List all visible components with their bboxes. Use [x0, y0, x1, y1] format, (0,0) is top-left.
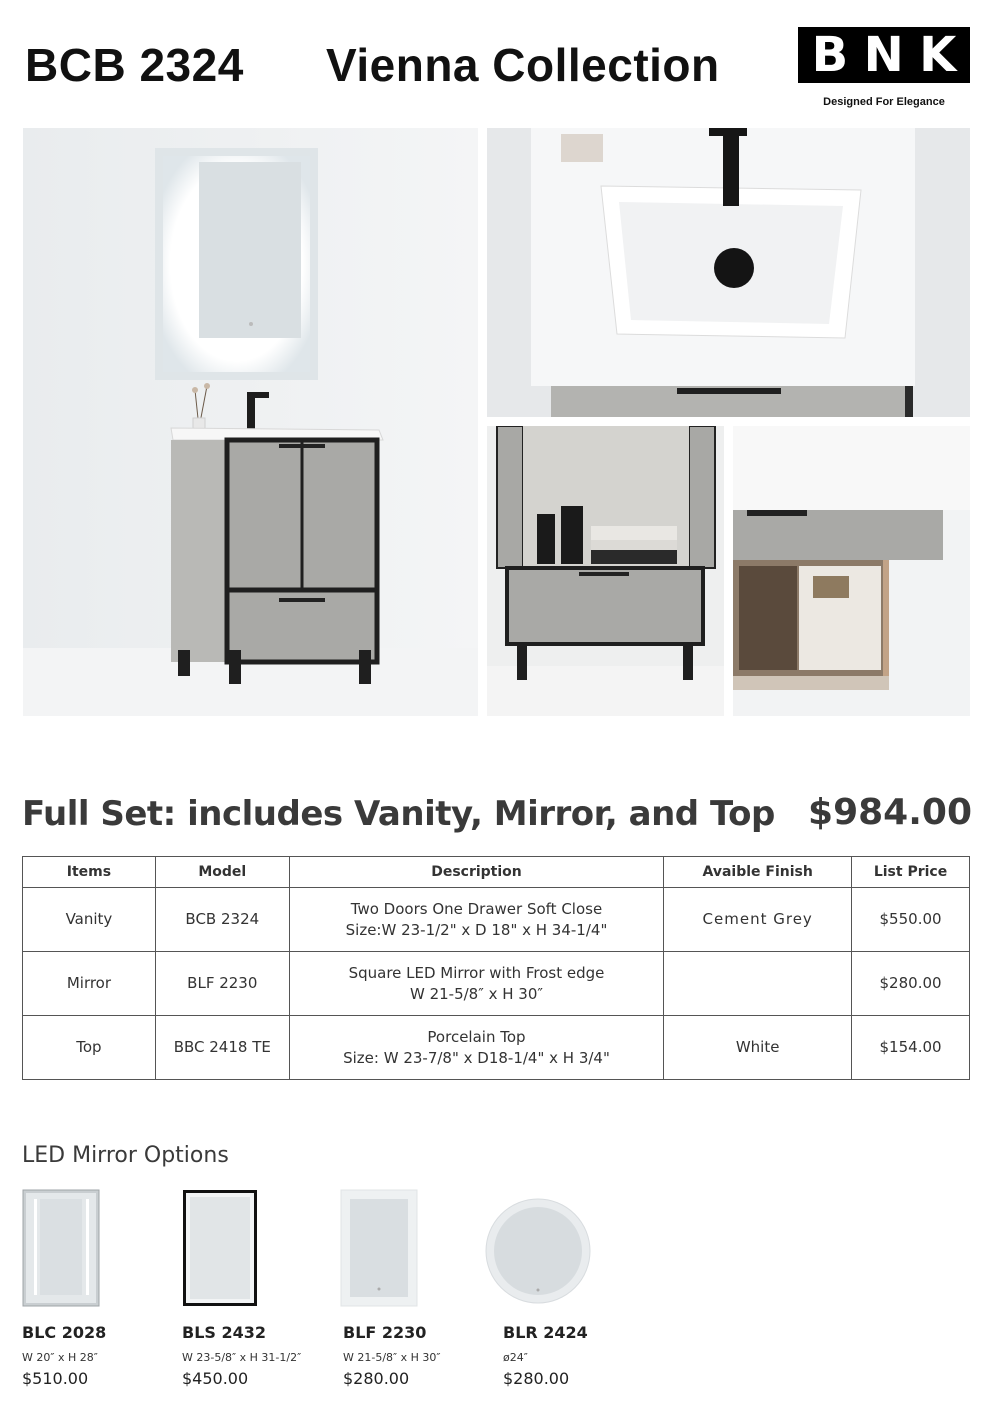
logo-letter-k: K — [919, 27, 957, 83]
mirror-option-bls2432-image — [182, 1189, 258, 1307]
table-header-row — [23, 857, 970, 888]
header-model: Model — [155, 857, 289, 888]
mirror-option-blf2230-image — [340, 1189, 418, 1307]
desc-line-1: Porcelain Top — [427, 1027, 526, 1046]
logo-letter-n: N — [863, 27, 904, 83]
mirror-option-blr2424-image — [485, 1198, 591, 1304]
table-row — [23, 952, 970, 1016]
option-name: BLR 2424 — [503, 1323, 588, 1342]
logo-letter-b: B — [811, 27, 849, 83]
spec-table — [22, 856, 970, 1080]
option-price: $510.00 — [22, 1369, 89, 1388]
option-price: $280.00 — [343, 1369, 410, 1388]
header-description: Description — [289, 857, 664, 888]
header-items: Items — [23, 857, 156, 888]
cell-price: $550.00 — [852, 888, 970, 952]
cell-model: BCB 2324 — [155, 888, 289, 952]
table-row — [23, 888, 970, 952]
option-size: W 20″ x H 28″ — [22, 1351, 98, 1364]
cell-item: Vanity — [23, 888, 156, 952]
cell-finish: White — [664, 1016, 852, 1080]
desc-line-2: W 21-5/8″ x H 30″ — [409, 984, 543, 1003]
cell-price: $154.00 — [852, 1016, 970, 1080]
model-code: BCB 2324 — [25, 39, 244, 91]
open-cabinet-photo — [487, 426, 724, 716]
cell-finish: Cement Grey — [664, 888, 852, 952]
option-size: W 21-5/8″ x H 30″ — [343, 1351, 441, 1364]
cell-price: $280.00 — [852, 952, 970, 1016]
option-size: W 23-5/8″ x H 31-1/2″ — [182, 1351, 302, 1364]
desc-line-1: Two Doors One Drawer Soft Close — [350, 899, 603, 918]
option-name: BLF 2230 — [343, 1323, 427, 1342]
desc-line-2: Size: W 23-7/8" x D18-1/4" x H 3/4" — [343, 1048, 610, 1067]
desc-line-2: Size:W 23-1/2" x D 18" x H 34-1/4" — [345, 920, 608, 939]
cell-model: BBC 2418 TE — [155, 1016, 289, 1080]
header-finish: Avaible Finish — [664, 857, 852, 888]
table-row — [23, 1016, 970, 1080]
vanity-main-photo — [23, 128, 478, 716]
option-name: BLS 2432 — [182, 1323, 267, 1342]
sink-closeup-photo — [487, 128, 970, 417]
cell-finish — [664, 952, 852, 1016]
brand-logo — [798, 27, 970, 83]
desc-line-1: Square LED Mirror with Frost edge — [348, 963, 605, 982]
option-price: $280.00 — [503, 1369, 570, 1388]
full-set-title: Full Set: includes Vanity, Mirror, and Top — [22, 794, 775, 834]
cell-description — [289, 952, 664, 1016]
collection-title: Vienna Collection — [326, 39, 720, 91]
cell-item: Mirror — [23, 952, 156, 1016]
option-price: $450.00 — [182, 1369, 249, 1388]
mirror-option-blc2028-image — [22, 1189, 100, 1307]
header-price: List Price — [852, 857, 970, 888]
brand-tagline: Designed For Elegance — [823, 96, 945, 108]
open-drawer-photo — [733, 426, 970, 716]
full-set-price: $984.00 — [808, 792, 972, 833]
option-name: BLC 2028 — [22, 1323, 107, 1342]
mirror-options-heading: LED Mirror Options — [22, 1143, 229, 1168]
cell-item: Top — [23, 1016, 156, 1080]
option-size: ø24″ — [503, 1351, 528, 1364]
cell-description — [289, 888, 664, 952]
cell-description — [289, 1016, 664, 1080]
cell-model: BLF 2230 — [155, 952, 289, 1016]
